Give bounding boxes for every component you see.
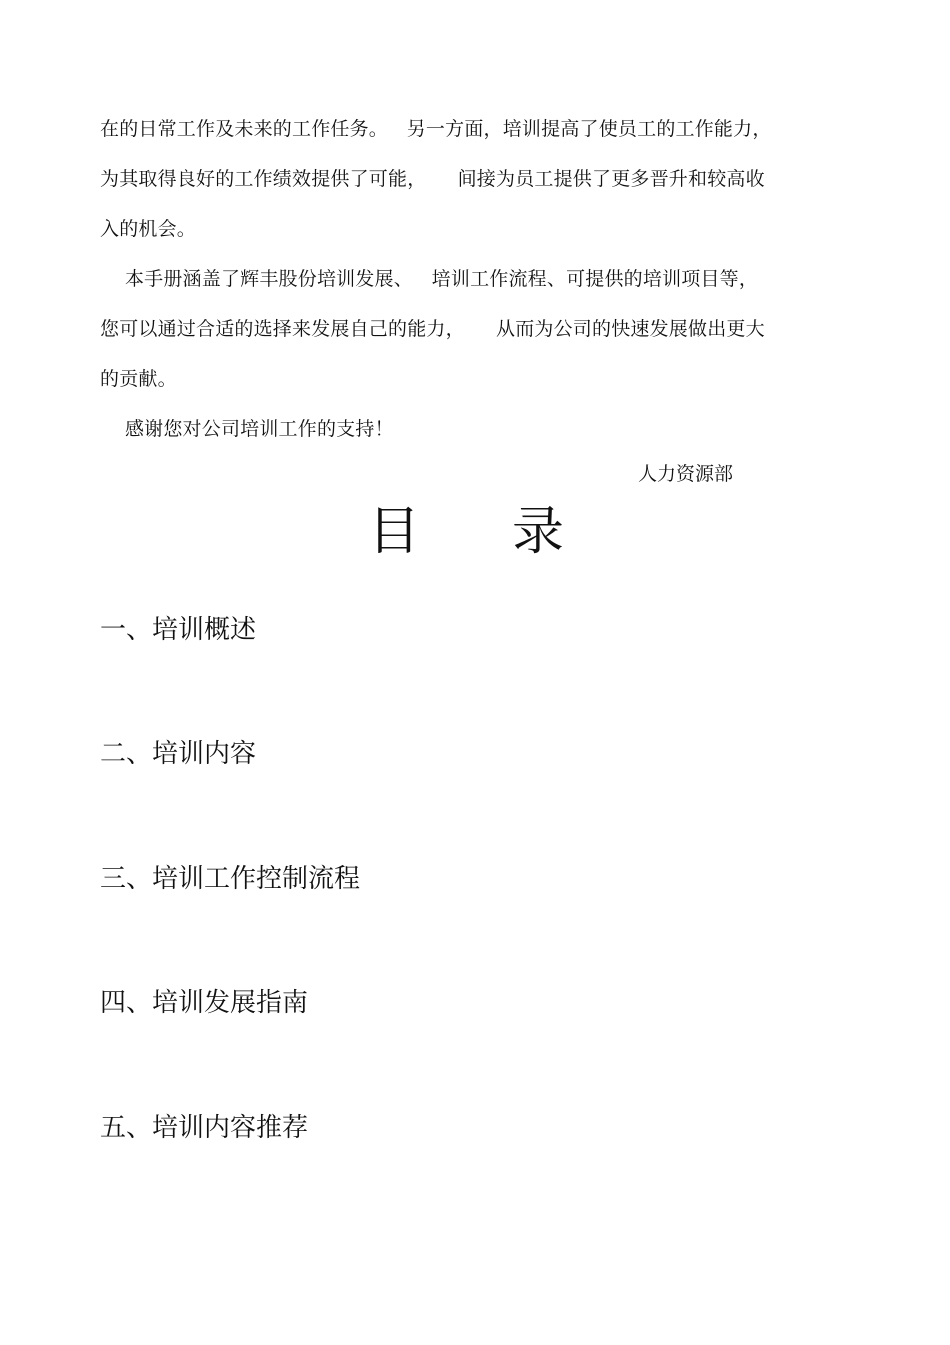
intro-line-2: 为其取得良好的工作绩效提供了可能， 间接为员工提供了更多晋升和较高收: [100, 168, 765, 190]
intro-line-3: 入的机会。: [100, 218, 197, 240]
intro-line-1: 在的日常工作及未来的工作任务。 另一方面，培训提高了使员工的工作能力，: [100, 118, 772, 140]
intro-line-4: 本手册涵盖了辉丰股份培训发展、 培训工作流程、可提供的培训项目等，: [100, 268, 759, 290]
toc-item: 三、培训工作控制流程: [100, 864, 361, 894]
intro-line-7: 感谢您对公司培训工作的支持！: [100, 418, 394, 440]
signature-department: 人力资源部: [638, 463, 734, 485]
intro-line-6: 的贡献。: [100, 368, 177, 390]
intro-line-5: 您可以通过合适的选择来发展自己的能力， 从而为公司的快速发展做出更大: [100, 318, 765, 340]
toc-item: 五、培训内容推荐: [100, 1113, 309, 1143]
toc-item: 四、培训发展指南: [100, 988, 309, 1018]
toc-item: 二、培训内容: [100, 739, 257, 769]
toc-title: [368, 500, 564, 564]
toc-title-char-1: 目: [368, 502, 421, 562]
toc-item: 一、培训概述: [100, 615, 257, 645]
toc-title-char-2: 录: [512, 502, 565, 562]
